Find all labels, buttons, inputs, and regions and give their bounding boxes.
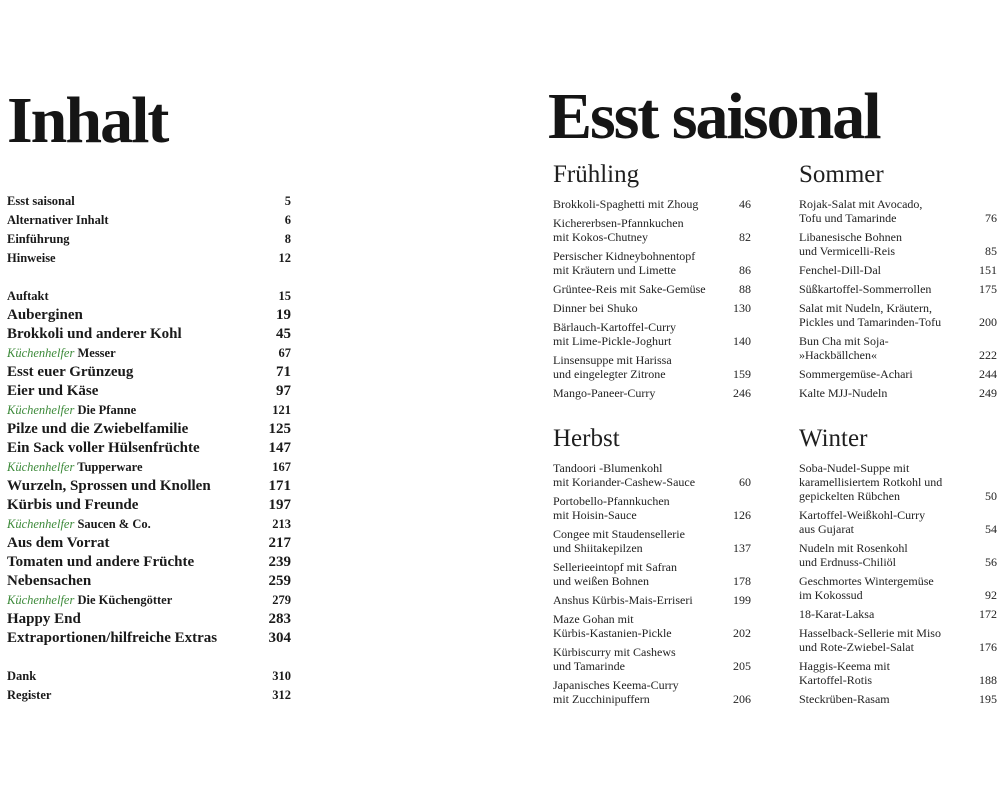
recipe-title: Japanisches Keema-Curry mit Zucchinipuffern [553, 678, 679, 706]
recipe-title: Sommergemüse-Achari [799, 367, 913, 381]
toc-entry-title: Saucen & Co. [77, 517, 151, 531]
recipe-page: 246 [733, 386, 751, 400]
table-of-contents [7, 192, 291, 724]
recipe-page: 244 [979, 367, 997, 381]
recipe-title: Salat mit Nudeln, Kräutern, Pickles und Tamarinden-Tofu [799, 301, 942, 329]
recipe-page: 249 [979, 386, 997, 400]
kuechenhelfer-prefix: Küchenhelfer [7, 346, 75, 360]
recipe-page: 76 [985, 211, 997, 225]
recipe-page: 82 [739, 230, 751, 244]
toc-entry-label [7, 211, 109, 230]
recipe-entry[interactable] [799, 197, 997, 225]
toc-entry-page: 310 [272, 669, 291, 683]
recipe-title: Linsensuppe mit Harissa und eingelegter Zitrone [553, 353, 672, 381]
recipe-page: 126 [733, 508, 751, 522]
toc-entry[interactable] [7, 515, 291, 534]
recipe-entry[interactable] [553, 461, 751, 489]
toc-entry-page: 213 [272, 517, 291, 531]
recipe-entry[interactable] [553, 301, 751, 315]
toc-entry-label [7, 629, 217, 648]
recipe-page: 140 [733, 334, 751, 348]
toc-entry-page: 312 [272, 688, 291, 702]
recipe-entry[interactable] [553, 282, 751, 296]
toc-entry-title: Tupperware [77, 460, 143, 474]
toc-entry-page: 19 [276, 307, 291, 323]
toc-entry-label [7, 382, 98, 401]
recipe-entry[interactable] [799, 282, 997, 296]
recipe-entry[interactable] [799, 692, 997, 706]
recipe-title: Grüntee-Reis mit Sake-Gemüse [553, 282, 706, 296]
kuechenhelfer-prefix: Küchenhelfer [7, 403, 75, 417]
season-heading: Sommer [799, 161, 884, 188]
page-title-esst-saisonal: Esst saisonal [548, 80, 880, 153]
recipe-page: 199 [733, 593, 751, 607]
toc-entry-label [7, 230, 70, 249]
recipe-page: 195 [979, 692, 997, 706]
season-heading: Frühling [553, 161, 640, 188]
recipe-page: 178 [733, 574, 751, 588]
toc-entry[interactable] [7, 553, 291, 572]
toc-entry-page: 8 [284, 232, 291, 246]
toc-entry[interactable] [7, 534, 291, 553]
recipe-title: Süßkartoffel-Sommerrollen [799, 282, 932, 296]
toc-entry-title: Wurzeln, Sprossen und Knollen [7, 478, 211, 494]
recipe-title: Congee mit Staudensellerie und Shiitakepilzen [553, 527, 685, 555]
toc-entry-title: Die Küchengötter [77, 593, 173, 607]
recipe-page: 188 [979, 673, 997, 687]
recipe-page: 86 [739, 263, 751, 277]
toc-entry-label [7, 553, 194, 572]
toc-entry-page: 304 [268, 630, 291, 646]
toc-entry-label [7, 496, 138, 515]
recipe-entry[interactable] [553, 560, 751, 588]
toc-entry[interactable] [7, 439, 291, 458]
toc-entry-label [7, 287, 49, 306]
toc-entry-page: 125 [268, 421, 291, 437]
recipe-list [799, 461, 997, 706]
recipe-page: 88 [739, 282, 751, 296]
toc-entry-label [7, 572, 91, 591]
toc-entry-title: Eier und Käse [7, 383, 99, 399]
toc-entry-title: Kürbis und Freunde [7, 497, 139, 513]
toc-entry[interactable] [7, 230, 291, 249]
toc-entry-label [7, 306, 83, 325]
toc-entry[interactable] [7, 344, 291, 363]
toc-entry[interactable] [7, 249, 291, 268]
toc-entry-label [7, 344, 116, 363]
toc-entry[interactable] [7, 382, 291, 401]
season-sommer [799, 160, 997, 405]
recipe-entry[interactable] [799, 334, 997, 362]
recipe-title: Kürbiscurry mit Cashews und Tamarinde [553, 645, 676, 673]
season-heading: Herbst [553, 425, 620, 452]
recipe-title: 18-Karat-Laksa [799, 607, 875, 621]
page-title-inhalt: Inhalt [7, 84, 168, 157]
toc-entry-label [7, 458, 143, 477]
recipe-entry[interactable] [799, 607, 997, 621]
toc-entry[interactable] [7, 458, 291, 477]
recipe-title: Hasselback-Sellerie mit Miso und Rote-Zwiebel-Salat [799, 626, 941, 654]
recipe-title: Fenchel-Dill-Dal [799, 263, 881, 277]
toc-entry-label [7, 401, 136, 420]
recipe-title: Libanesische Bohnen und Vermicelli-Reis [799, 230, 902, 258]
toc-entry-title: Esst euer Grünzeug [7, 364, 134, 380]
recipe-title: Anshus Kürbis-Mais-Erriseri [553, 593, 693, 607]
toc-entry-page: 279 [272, 593, 291, 607]
toc-entry-title: Auberginen [7, 307, 83, 323]
toc-entry-title: Nebensachen [7, 573, 92, 589]
recipe-entry[interactable] [799, 367, 997, 381]
toc-entry-label [7, 325, 182, 344]
recipe-entry[interactable] [553, 197, 751, 211]
toc-entry[interactable] [7, 610, 291, 629]
recipe-title: Mango-Paneer-Curry [553, 386, 656, 400]
toc-entry-title: Ein Sack voller Hülsenfrüchte [7, 440, 200, 456]
kuechenhelfer-prefix: Küchenhelfer [7, 593, 75, 607]
toc-entry[interactable] [7, 629, 291, 648]
toc-entry[interactable] [7, 686, 291, 705]
recipe-title: Soba-Nudel-Suppe mit karamellisiertem Rotkohl und gepickelten Rübchen [799, 461, 943, 503]
toc-group [7, 192, 291, 268]
recipe-entry[interactable] [553, 353, 751, 381]
recipe-page: 205 [733, 659, 751, 673]
recipe-title: Sellerieeintopf mit Safran und weißen Bohnen [553, 560, 677, 588]
toc-entry-label [7, 515, 151, 534]
toc-entry-page: 67 [278, 346, 291, 360]
recipe-title: Kichererbsen-Pfannkuchen mit Kokos-Chutney [553, 216, 684, 244]
recipe-title: Rojak-Salat mit Avocado, Tofu und Tamarinde [799, 197, 923, 225]
recipe-page: 222 [979, 348, 997, 362]
toc-entry-label [7, 439, 200, 458]
toc-entry[interactable] [7, 363, 291, 382]
recipe-page: 92 [985, 588, 997, 602]
toc-entry[interactable] [7, 325, 291, 344]
kuechenhelfer-prefix: Küchenhelfer [7, 460, 75, 474]
toc-group [7, 667, 291, 705]
toc-entry-page: 45 [276, 326, 291, 342]
recipe-title: Dinner bei Shuko [553, 301, 638, 315]
recipe-title: Tandoori -Blumenkohl mit Koriander-Cashew-Sauce [553, 461, 696, 489]
recipe-page: 202 [733, 626, 751, 640]
toc-entry-page: 171 [268, 478, 291, 494]
toc-entry-page: 217 [268, 535, 291, 551]
recipe-page: 46 [739, 197, 751, 211]
recipe-title: Kalte MJJ-Nudeln [799, 386, 888, 400]
toc-entry-title: Aus dem Vorrat [7, 535, 110, 551]
toc-entry-label [7, 363, 133, 382]
recipe-page: 54 [985, 522, 997, 536]
recipe-entry[interactable] [553, 645, 751, 673]
recipe-entry[interactable] [799, 574, 997, 602]
toc-group [7, 287, 291, 648]
toc-entry[interactable] [7, 287, 291, 306]
recipe-entry[interactable] [553, 527, 751, 555]
recipe-entry[interactable] [799, 461, 997, 503]
toc-entry[interactable] [7, 306, 291, 325]
toc-entry[interactable] [7, 591, 291, 610]
recipe-page: 130 [733, 301, 751, 315]
recipe-entry[interactable] [799, 626, 997, 654]
recipe-title: Haggis-Keema mit Kartoffel-Rotis [799, 659, 890, 687]
recipe-entry[interactable] [553, 386, 751, 400]
toc-entry-label [7, 610, 81, 629]
toc-entry-label [7, 591, 172, 610]
recipe-page: 200 [979, 315, 997, 329]
season-fruehling [553, 160, 751, 405]
recipe-list [553, 197, 751, 400]
toc-entry-title: Brokkoli und anderer Kohl [7, 326, 182, 342]
toc-entry[interactable] [7, 477, 291, 496]
toc-entry-page: 283 [268, 611, 291, 627]
toc-entry-page: 239 [268, 554, 291, 570]
kuechenhelfer-prefix: Küchenhelfer [7, 517, 75, 531]
toc-entry-label [7, 667, 36, 686]
recipe-title: Bärlauch-Kartoffel-Curry mit Lime-Pickle-Joghurt [553, 320, 677, 348]
recipe-page: 206 [733, 692, 751, 706]
toc-entry-title: Auftakt [7, 289, 49, 303]
toc-entry-page: 259 [268, 573, 291, 589]
toc-entry-label [7, 534, 110, 553]
toc-entry-title: Alternativer Inhalt [7, 213, 109, 227]
season-heading: Winter [799, 425, 868, 452]
recipe-page: 175 [979, 282, 997, 296]
recipe-title: Nudeln mit Rosenkohl und Erdnuss-Chiliöl [799, 541, 908, 569]
toc-entry-title: Register [7, 688, 52, 702]
recipe-entry[interactable] [799, 301, 997, 329]
toc-entry-title: Einführung [7, 232, 70, 246]
recipe-entry[interactable] [553, 593, 751, 607]
toc-entry-page: 167 [272, 460, 291, 474]
recipe-page: 137 [733, 541, 751, 555]
toc-entry[interactable] [7, 667, 291, 686]
toc-entry[interactable] [7, 192, 291, 211]
recipe-entry[interactable] [553, 494, 751, 522]
toc-entry-title: Messer [77, 346, 116, 360]
recipe-entry[interactable] [553, 678, 751, 706]
toc-entry-page: 6 [284, 213, 291, 227]
toc-entry-label [7, 192, 75, 211]
season-herbst [553, 424, 751, 711]
toc-entry-page: 71 [276, 364, 291, 380]
recipe-page: 60 [739, 475, 751, 489]
recipe-entry[interactable] [799, 230, 997, 258]
toc-entry-title: Pilze und die Zwiebelfamilie [7, 421, 189, 437]
recipe-entry[interactable] [553, 320, 751, 348]
toc-entry[interactable] [7, 211, 291, 230]
recipe-page: 176 [979, 640, 997, 654]
recipe-entry[interactable] [553, 249, 751, 277]
toc-entry-title: Die Pfanne [77, 403, 137, 417]
recipe-entry[interactable] [799, 263, 997, 277]
toc-entry-page: 97 [276, 383, 291, 399]
toc-entry-page: 147 [268, 440, 291, 456]
toc-entry-title: Esst saisonal [7, 194, 75, 208]
toc-entry-label [7, 477, 211, 496]
recipe-entry[interactable] [799, 508, 997, 536]
toc-entry[interactable] [7, 572, 291, 591]
toc-entry-title: Hinweise [7, 251, 56, 265]
recipe-entry[interactable] [799, 659, 997, 687]
toc-entry-label [7, 249, 56, 268]
recipe-title: Maze Gohan mit Kürbis-Kastanien-Pickle [553, 612, 672, 640]
recipe-page: 159 [733, 367, 751, 381]
toc-entry-title: Extraportionen/hilfreiche Extras [7, 630, 218, 646]
toc-entry-page: 15 [278, 289, 291, 303]
recipe-page: 56 [985, 555, 997, 569]
recipe-entry[interactable] [799, 541, 997, 569]
recipe-title: Steckrüben-Rasam [799, 692, 890, 706]
recipe-page: 172 [979, 607, 997, 621]
recipe-title: Kartoffel-Weißkohl-Curry aus Gujarat [799, 508, 926, 536]
toc-entry-label [7, 420, 188, 439]
recipe-page: 151 [979, 263, 997, 277]
toc-entry-title: Dank [7, 669, 37, 683]
season-winter [799, 424, 997, 711]
recipe-title: Geschmortes Wintergemüse im Kokossud [799, 574, 934, 602]
recipe-title: Brokkoli-Spaghetti mit Zhoug [553, 197, 699, 211]
recipe-title: Portobello-Pfannkuchen mit Hoisin-Sauce [553, 494, 670, 522]
recipe-entry[interactable] [553, 612, 751, 640]
recipe-entry[interactable] [553, 216, 751, 244]
toc-entry-page: 5 [284, 194, 291, 208]
recipe-title: Bun Cha mit Soja- »Hackbällchen« [799, 334, 889, 362]
toc-entry-title: Tomaten und andere Früchte [7, 554, 195, 570]
recipe-title: Persischer Kidneybohnentopf mit Kräutern und Limette [553, 249, 696, 277]
toc-entry-label [7, 686, 51, 705]
recipe-page: 50 [985, 489, 997, 503]
toc-entry-page: 12 [278, 251, 291, 265]
toc-entry[interactable] [7, 420, 291, 439]
recipe-list [799, 197, 997, 400]
toc-entry-title: Happy End [7, 611, 81, 627]
toc-entry-page: 121 [272, 403, 291, 417]
toc-entry[interactable] [7, 496, 291, 515]
toc-entry-page: 197 [268, 497, 291, 513]
recipe-page: 85 [985, 244, 997, 258]
toc-entry[interactable] [7, 401, 291, 420]
recipe-list [553, 461, 751, 706]
recipe-entry[interactable] [799, 386, 997, 400]
